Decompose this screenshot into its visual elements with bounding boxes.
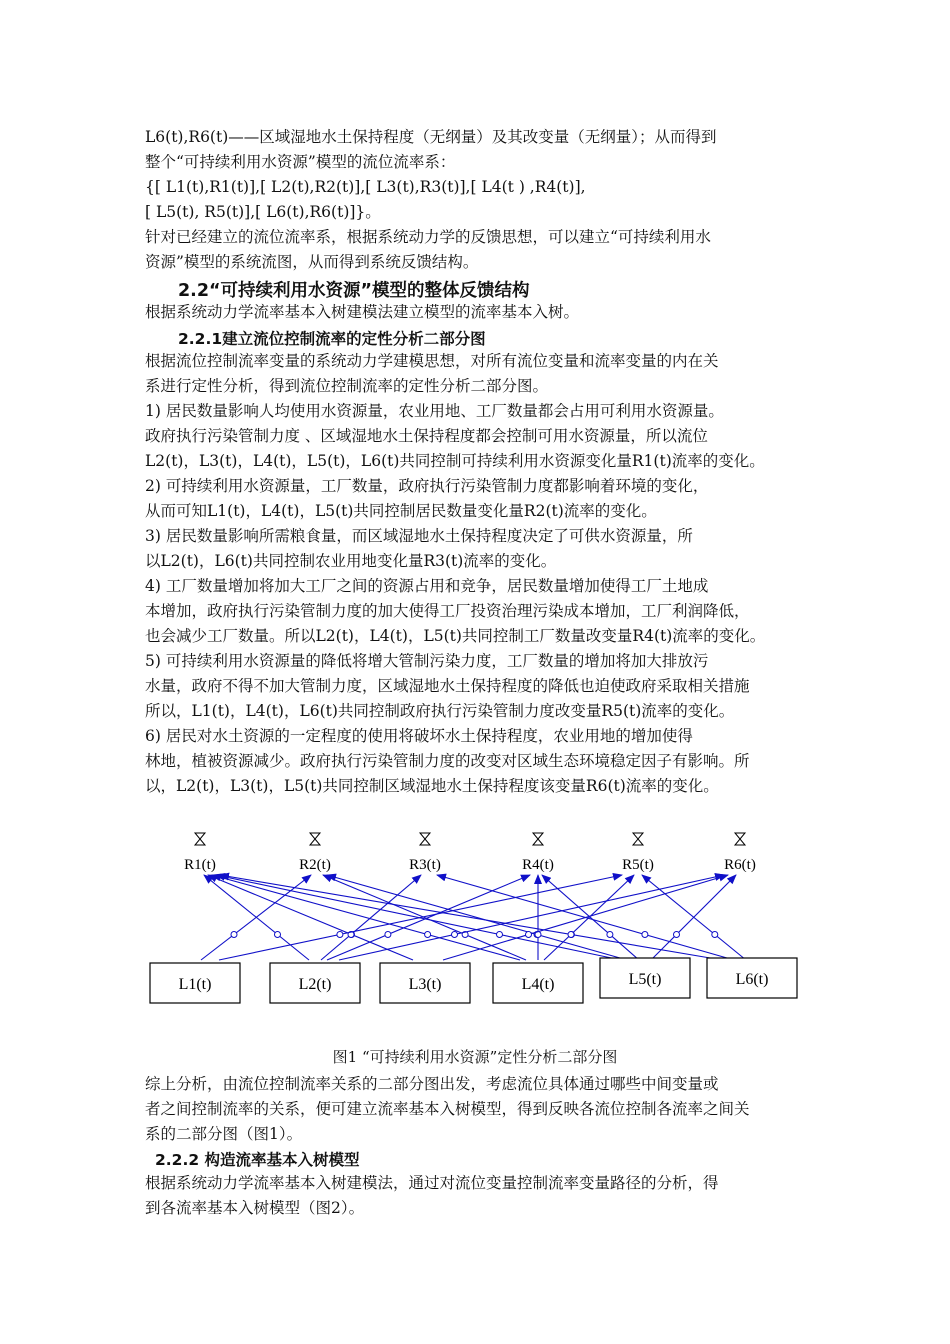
rate-node-1 <box>184 833 216 873</box>
text-line: 根据系统动力学流率基本入树建模法建立模型的流率基本入树。 <box>145 303 580 321</box>
text-line: 5) 可持续利用水资源量的降低将增大管制污染力度，工厂数量的增加将加大排放污 <box>145 652 709 670</box>
level-label: L2(t) <box>298 976 332 993</box>
valve-icon <box>420 833 430 845</box>
text-line: 以，L2(t)，L3(t)，L5(t)共同控制区域湿地水土保持程度该变量R6(t)流率的变化。 <box>145 777 719 795</box>
junction-dot <box>275 932 281 938</box>
rate-node-4 <box>522 833 554 873</box>
section-heading-2-2: 2.2“可持续利用水资源”模型的整体反馈结构 <box>178 281 530 301</box>
level-label: L1(t) <box>178 976 212 993</box>
level-node-5 <box>600 958 690 998</box>
edge-L5-R2 <box>327 875 627 960</box>
rate-nodes <box>184 833 756 873</box>
junction-dot <box>674 932 680 938</box>
text-line: 政府执行污染管制力度 、区域湿地水土保持程度都会控制可用水资源量，所以流位 <box>145 427 708 445</box>
text-line: 资源”模型的系统流图，从而得到系统反馈结构。 <box>145 253 479 271</box>
edge-L3-R1 <box>208 875 413 960</box>
text-line: 根据系统动力学流率基本入树建模法，通过对流位变量控制流率变量路径的分析，得 <box>145 1174 719 1192</box>
text-line: 1) 居民数量影响人均使用水资源量，农业用地、工厂数量都会占用可利用水资源量。 <box>145 402 724 420</box>
text-line: 3) 居民数量影响所需粮食量，而区域湿地水土保持程度决定了可供水资源量，所 <box>145 527 693 545</box>
level-node-6 <box>707 958 797 998</box>
text-line: {[ L1(t),R1(t)],[ L2(t),R2(t)],[ L3(t),R3(t)],[ L4(t ) ,R4(t)], <box>145 178 586 196</box>
valve-icon <box>310 833 320 845</box>
section-heading-2-2-1: 2.2.1建立流位控制流率的定性分析二部分图 <box>178 330 486 348</box>
rate-label: R6(t) <box>724 857 756 873</box>
text-line: 综上分析，由流位控制流率关系的二部分图出发，考虑流位具体通过哪些中间变量或 <box>145 1075 719 1093</box>
text-line: 水量，政府不得不加大管制力度，区域湿地水土保持程度的降低也迫使政府采取相关措施 <box>145 677 750 695</box>
text-line: 2) 可持续利用水资源量，工厂数量，政府执行污染管制力度都影响着环境的变化， <box>145 477 709 495</box>
valve-icon <box>533 833 543 845</box>
rate-node-3 <box>409 833 441 873</box>
text-line: 6) 居民对水土资源的一定程度的使用将破坏水土保持程度，农业用地的增加使得 <box>145 727 693 745</box>
junction-dot <box>385 932 391 938</box>
rate-node-2 <box>299 833 331 873</box>
valve-icon <box>195 833 205 845</box>
junction-dot <box>231 932 237 938</box>
valve-icon <box>735 833 745 845</box>
rate-node-5 <box>622 833 654 873</box>
valve-icon <box>633 833 643 845</box>
text-line: 本增加，政府执行污染管制力度的加大使得工厂投资治理污染成本增加，工厂利润降低， <box>145 602 750 620</box>
rate-label: R3(t) <box>409 857 441 873</box>
rate-label: R1(t) <box>184 857 216 873</box>
junction-dot <box>497 932 503 938</box>
junction-dot <box>568 932 574 938</box>
junction-dot <box>712 932 718 938</box>
edge-L1-R2 <box>201 875 311 960</box>
rate-label: R5(t) <box>622 857 654 873</box>
level-label: L6(t) <box>735 971 769 988</box>
level-node-2 <box>270 963 360 1003</box>
edge-L2-R6 <box>339 875 724 960</box>
junction-dot <box>337 932 343 938</box>
text-line: L6(t),R6(t)——区域湿地水土保持程度（无纲量）及其改变量（无纲量）；从而得到 <box>145 128 717 146</box>
text-line: 4) 工厂数量增加将加大工厂之间的资源占用和竞争，居民数量增加使得工厂土地成 <box>145 577 709 595</box>
edge-L4-R5 <box>544 875 634 960</box>
bipartite-diagram <box>140 820 810 1020</box>
text-line: 针对已经建立的流位流率系，根据系统动力学的反馈思想，可以建立“可持续利用水 <box>145 228 711 246</box>
text-line: L2(t)，L3(t)，L4(t)，L5(t)，L6(t)共同控制可持续利用水资源变化量R1(t)流率的变化。 <box>145 452 765 470</box>
junction-dot <box>607 932 613 938</box>
level-label: L5(t) <box>628 971 662 988</box>
rate-label: R2(t) <box>299 857 331 873</box>
edge-L4-R2 <box>323 875 526 960</box>
text-line: 根据流位控制流率变量的系统动力学建模思想，对所有流位变量和流率变量的内在关 <box>145 352 719 370</box>
junction-dot <box>642 932 648 938</box>
text-line: 林地，植被资源减少。政府执行污染管制力度的改变对区域生态环境稳定因子有影响。所 <box>145 752 750 770</box>
text-line: [ L5(t), R5(t)],[ L6(t),R6(t)]}。 <box>145 203 381 221</box>
edge-L2-R4 <box>327 875 530 960</box>
text-line: 所以，L1(t)，L4(t)，L6(t)共同控制政府执行污染管制力度改变量R5(t)流率的变化。 <box>145 702 735 720</box>
rate-node-6 <box>724 833 756 873</box>
text-line: 到各流率基本入树模型（图2）。 <box>145 1199 365 1217</box>
level-label: L3(t) <box>408 976 442 993</box>
section-heading-2-2-2: 2.2.2 构造流率基本入树模型 <box>155 1151 360 1169</box>
text-line: 整个“可持续利用水资源”模型的流位流率系： <box>145 153 456 171</box>
text-line: 者之间控制流率的关系，便可建立流率基本入树模型，得到反映各流位控制各流率之间关 <box>145 1100 750 1118</box>
level-node-4 <box>493 963 583 1003</box>
text-line: 也会减少工厂数量。所以L2(t)，L4(t)，L5(t)共同控制工厂数量改变量R4(t)流率的变化。 <box>145 627 766 645</box>
level-node-3 <box>380 963 470 1003</box>
text-line: 以L2(t)，L6(t)共同控制农业用地变化量R3(t)流率的变化。 <box>145 552 557 570</box>
level-node-1 <box>150 963 240 1003</box>
junction-dot <box>452 932 458 938</box>
rate-label: R4(t) <box>522 857 554 873</box>
control-edges <box>201 875 746 960</box>
figure-caption: 图1 “可持续利用水资源”定性分析二部分图 <box>332 1048 618 1066</box>
level-label: L4(t) <box>521 976 555 993</box>
junction-dot <box>425 932 431 938</box>
edge-L5-R4 <box>542 875 639 960</box>
level-nodes <box>150 958 797 1003</box>
text-line: 系进行定性分析，得到流位控制流率的定性分析二部分图。 <box>145 377 549 395</box>
edge-L3-R6 <box>443 875 728 960</box>
text-line: 从而可知L1(t)，L4(t)，L5(t)共同控制居民数量变化量R2(t)流率的变化。 <box>145 502 657 520</box>
text-line: 系的二部分图（图1）。 <box>145 1125 303 1143</box>
junction-dot <box>526 932 532 938</box>
